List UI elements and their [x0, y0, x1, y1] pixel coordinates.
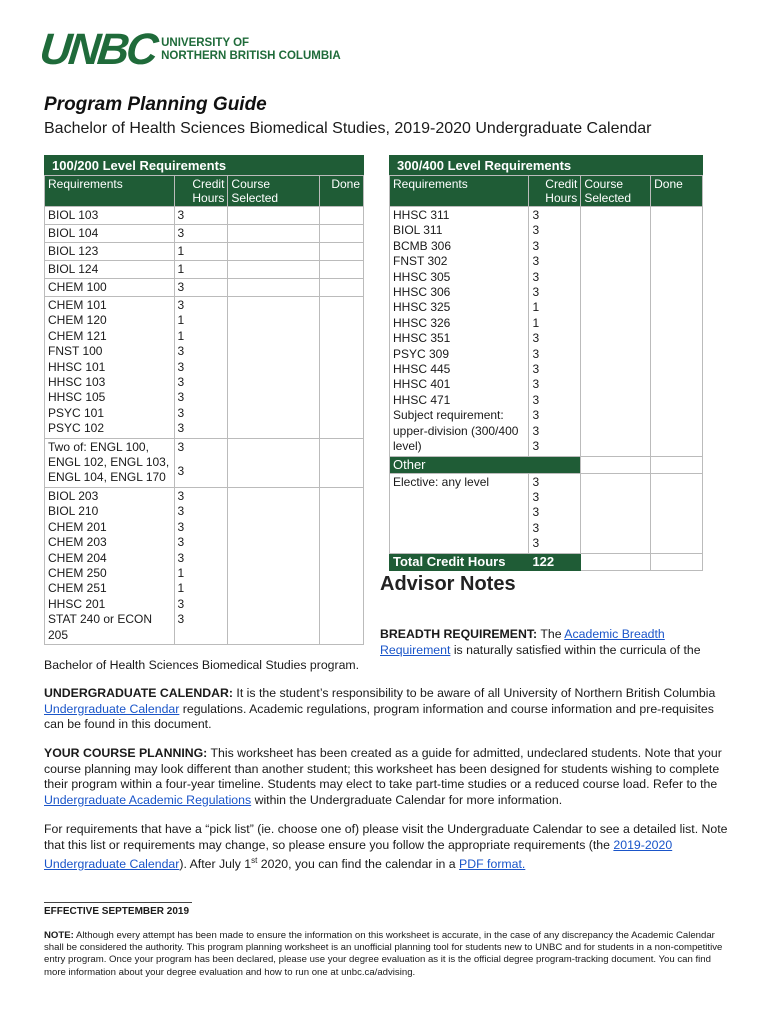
course-selected-cell[interactable]: [228, 487, 320, 644]
table-row: [45, 207, 364, 225]
done-cell[interactable]: [320, 438, 364, 487]
note-text: Although every attempt has been made to ensure the information on this worksheet is accurate, in the case of any discrepancy the Academic Calendar shall be considered the authority. This program planning worksheet is an unofficial planning tool for students new to UNBC and for students in a non-competitive entry program. Once your program has been declared, please use your degree evaluation as it is the official degree program-tracking document. You can find more information about your degree evaluation and how to run one at unbc.ca/advising.: [44, 930, 723, 978]
hrs-item: 1: [177, 565, 185, 580]
hrs-item: 3: [532, 285, 540, 300]
hrs-item: 1: [532, 300, 540, 315]
course-selected-cell[interactable]: [228, 297, 320, 439]
req-item: CHEM 250: [48, 565, 107, 580]
req-item: CHEM 121: [48, 328, 107, 343]
table-row: [45, 225, 364, 243]
course-selected-cell[interactable]: [228, 225, 320, 243]
hrs-item: 3: [532, 392, 540, 407]
logo-text: [161, 37, 341, 63]
done-cell[interactable]: [320, 243, 364, 261]
table-row-block: [390, 207, 703, 457]
hrs-item: 3: [532, 223, 540, 238]
breadth-tail: Bachelor of Health Sciences Biomedical Studies program.: [44, 658, 360, 672]
col-credit-hours: Credit Hours: [529, 176, 581, 207]
page-title: Program Planning Guide: [44, 94, 267, 115]
req-item: HHSC 103: [48, 375, 106, 390]
hrs-list: [529, 473, 581, 553]
hrs-item: 3: [177, 359, 185, 374]
table-row: [45, 243, 364, 261]
req-list: [390, 207, 529, 457]
col-done: Done: [320, 176, 364, 207]
hrs-item: 3: [532, 439, 540, 454]
elective-req: Elective: any level: [390, 473, 529, 553]
hrs-item: 3: [532, 208, 540, 222]
req-cell: BIOL 103: [45, 207, 175, 225]
hrs-item: 3: [177, 535, 185, 550]
course-selected-cell[interactable]: [228, 261, 320, 279]
upper-level-header: 300/400 Level Requirements: [389, 155, 703, 175]
calendar-text-1: It is the student’s responsibility to be aware of all University of Northern British Columbia: [236, 686, 716, 700]
col-requirements: Requirements: [45, 176, 175, 207]
course-selected-cell[interactable]: [228, 243, 320, 261]
picklist-paragraph: [44, 822, 729, 873]
req-item: HHSC 401: [393, 377, 451, 392]
course-selected-cell: [581, 553, 651, 570]
hrs-list: [529, 207, 581, 457]
hrs-item: 3: [532, 520, 540, 535]
academic-regulations-link[interactable]: Undergraduate Academic Regulations: [44, 792, 252, 807]
done-cell[interactable]: [651, 473, 703, 553]
logo-line-2: NORTHERN BRITISH COLUMBIA: [161, 50, 341, 62]
req-item: HHSC 305: [393, 269, 451, 284]
req-item: FNST 100: [48, 344, 103, 359]
advisor-notes-heading: Advisor Notes: [380, 573, 516, 595]
req-item: HHSC 471: [393, 392, 451, 407]
hrs-item: 3: [177, 390, 185, 405]
total-value: 122: [529, 553, 581, 570]
req-item: CHEM 204: [48, 550, 107, 565]
req-item: HHSC 101: [48, 359, 106, 374]
total-label: Total Credit Hours: [390, 553, 529, 570]
hrs-list: [174, 487, 228, 644]
picklist-text-3: 2020, you can find the calendar in a: [260, 857, 456, 872]
planning-text-1: This worksheet has been created as a guide for admitted, undeclared students. Note that your course planning may look different than another student; this worksheet has been designed for students wishing to complete their program within a four-year timeline. Students may elect to take part-time studies or a reduced course load. Refer to the: [44, 746, 722, 791]
lower-level-table: [44, 175, 364, 645]
hrs-item: 1: [532, 315, 540, 330]
req-item: CHEM 101: [48, 298, 107, 312]
req-item: CHEM 201: [48, 519, 107, 534]
req-item: CHEM 251: [48, 581, 107, 596]
undergraduate-calendar-link[interactable]: Undergraduate Calendar: [44, 701, 180, 716]
hrs-cell: 1: [174, 243, 228, 261]
logo-mark: UNBC: [37, 25, 158, 74]
done-cell[interactable]: [320, 279, 364, 297]
hrs-item: 3: [532, 489, 540, 504]
hrs-item: 3: [177, 596, 185, 611]
column-header-row: [390, 176, 703, 207]
pick-list-hrs: [174, 438, 228, 487]
req-cell: BIOL 123: [45, 243, 175, 261]
done-cell[interactable]: [320, 207, 364, 225]
table-row: [45, 261, 364, 279]
table-row-block: [45, 297, 364, 439]
done-cell[interactable]: [320, 225, 364, 243]
req-item: CHEM 203: [48, 535, 107, 550]
calendar-2019-2020-link[interactable]: 2019-2020 Undergraduate Calendar: [44, 837, 673, 872]
req-item: HHSC 306: [393, 285, 451, 300]
pdf-format-link[interactable]: PDF format.: [459, 857, 526, 872]
upper-level-table: [389, 175, 703, 571]
breadth-pre: The: [540, 627, 562, 641]
academic-breadth-link[interactable]: Academic Breadth Requirement: [380, 627, 665, 657]
req-item: HHSC 105: [48, 390, 106, 405]
lower-level-header: 100/200 Level Requirements: [44, 155, 364, 175]
calendar-label: UNDERGRADUATE CALENDAR:: [44, 686, 233, 700]
page-subtitle: Bachelor of Health Sciences Biomedical Studies, 2019-2020 Undergraduate Calendar: [44, 120, 652, 137]
picklist-text-2: ). After July 1: [179, 857, 252, 872]
req-item: BIOL 203: [48, 488, 99, 503]
course-selected-cell[interactable]: [581, 207, 651, 457]
table-row-block: [45, 487, 364, 644]
req-item: BIOL 311: [393, 223, 443, 238]
calendar-paragraph: [44, 686, 729, 733]
hrs-item: 3: [532, 362, 540, 377]
hrs-item: 3: [177, 550, 185, 565]
picklist-sup: st: [251, 856, 258, 865]
calendar-text-2: regulations. Academic regulations, program information and course information and pre-requisites can be found in this document.: [44, 701, 714, 731]
hrs-item: 3: [532, 377, 540, 392]
course-selected-cell[interactable]: [228, 438, 320, 487]
picklist-text-1: For requirements that have a “pick list” (ie. choose one of) please visit the Undergraduate Calendar to see a detailed list. Note that this list or requirements may change, so please ensure you follow the appropriate requirements (the: [44, 822, 728, 852]
hrs-item: 1: [177, 313, 185, 328]
hrs-item: 3: [177, 504, 185, 519]
hrs-item: 3: [177, 405, 185, 420]
hrs-item: 3: [177, 298, 185, 312]
req-list: [45, 297, 175, 439]
note-paragraph: [44, 930, 729, 979]
breadth-label: BREADTH REQUIREMENT:: [380, 627, 538, 641]
req-item: HHSC 351: [393, 331, 451, 346]
hrs-item: 3: [177, 519, 185, 534]
column-header-row: [45, 176, 364, 207]
pick-list-text: Two of: ENGL 100, ENGL 102, ENGL 103, ENGL 104, ENGL 170: [48, 439, 170, 485]
hrs-item: 3: [532, 269, 540, 284]
hrs-item: 3: [532, 505, 540, 520]
req-cell: BIOL 124: [45, 261, 175, 279]
hrs-item: 3: [177, 488, 185, 503]
hrs-item: 3: [532, 254, 540, 269]
req-cell: CHEM 100: [45, 279, 175, 297]
hrs-cell: 3: [174, 225, 228, 243]
hrs-cell: 3: [174, 207, 228, 225]
unbc-logo: [37, 25, 341, 74]
hrs-item: 3: [532, 423, 540, 438]
other-header-row: [390, 456, 703, 473]
hrs-item: 3: [177, 439, 185, 454]
req-item: PSYC 101: [48, 405, 105, 420]
hrs-item: 3: [532, 346, 540, 361]
hrs-item: 3: [177, 344, 185, 359]
req-item: HHSC 445: [393, 362, 451, 377]
hrs-list: [174, 297, 228, 439]
note-label: NOTE:: [44, 930, 74, 941]
col-done: Done: [651, 176, 703, 207]
done-cell[interactable]: [320, 487, 364, 644]
hrs-cell: 1: [174, 261, 228, 279]
req-item: HHSC 311: [393, 208, 450, 222]
planning-text-2: within the Undergraduate Calendar for more information.: [254, 792, 563, 807]
table-row: [45, 279, 364, 297]
req-item: HHSC 326: [393, 315, 451, 330]
req-item: PSYC 102: [48, 421, 105, 436]
hrs-cell: 3: [174, 279, 228, 297]
hrs-item: 3: [177, 612, 185, 627]
req-item: BIOL 210: [48, 504, 99, 519]
logo-line-1: UNIVERSITY OF: [161, 37, 250, 49]
done-cell[interactable]: [320, 297, 364, 439]
done-cell: [651, 553, 703, 570]
req-item: HHSC 325: [393, 300, 451, 315]
hrs-item: 3: [532, 474, 540, 489]
hrs-item: 3: [532, 536, 540, 551]
other-header: Other: [390, 456, 581, 473]
lower-level-requirements-panel: [44, 155, 364, 645]
req-item: BCMB 306: [393, 238, 452, 253]
req-item: STAT 240 or ECON 205: [48, 612, 153, 642]
req-cell: BIOL 104: [45, 225, 175, 243]
req-item: HHSC 201: [48, 596, 106, 611]
upper-level-requirements-panel: [389, 155, 703, 571]
course-selected-cell[interactable]: [228, 279, 320, 297]
col-course-selected: Course Selected: [228, 176, 320, 207]
col-requirements: Requirements: [390, 176, 529, 207]
hrs-item: 3: [532, 238, 540, 253]
planning-label: YOUR COURSE PLANNING:: [44, 746, 208, 760]
req-item: PSYC 309: [393, 346, 450, 361]
hrs-item: 3: [177, 421, 185, 436]
breadth-post: is naturally satisfied within the curricula of the: [453, 642, 701, 657]
breadth-paragraph: [380, 627, 710, 658]
hrs-item: 3: [177, 375, 185, 390]
elective-row: [390, 473, 703, 553]
hrs-item: 3: [532, 408, 540, 423]
col-credit-hours: Credit Hours: [174, 176, 228, 207]
hrs-item: 3: [532, 331, 540, 346]
done-cell[interactable]: [651, 456, 703, 473]
req-list: [45, 487, 175, 644]
pick-list-row: [45, 438, 364, 487]
pick-list-req: [45, 438, 175, 487]
hrs-item: 1: [177, 581, 185, 596]
course-selected-cell[interactable]: [581, 456, 651, 473]
hrs-item: 3: [177, 464, 185, 479]
course-selected-cell[interactable]: [581, 473, 651, 553]
col-course-selected: Course Selected: [581, 176, 651, 207]
req-item: CHEM 120: [48, 313, 107, 328]
done-cell[interactable]: [651, 207, 703, 457]
done-cell[interactable]: [320, 261, 364, 279]
req-item: Subject requirement: upper-division (300/400 level): [393, 408, 519, 454]
course-selected-cell[interactable]: [228, 207, 320, 225]
effective-date: EFFECTIVE SEPTEMBER 2019: [44, 902, 192, 917]
planning-paragraph: [44, 746, 729, 808]
req-item: FNST 302: [393, 254, 448, 269]
total-row: [390, 553, 703, 570]
hrs-item: 1: [177, 328, 185, 343]
